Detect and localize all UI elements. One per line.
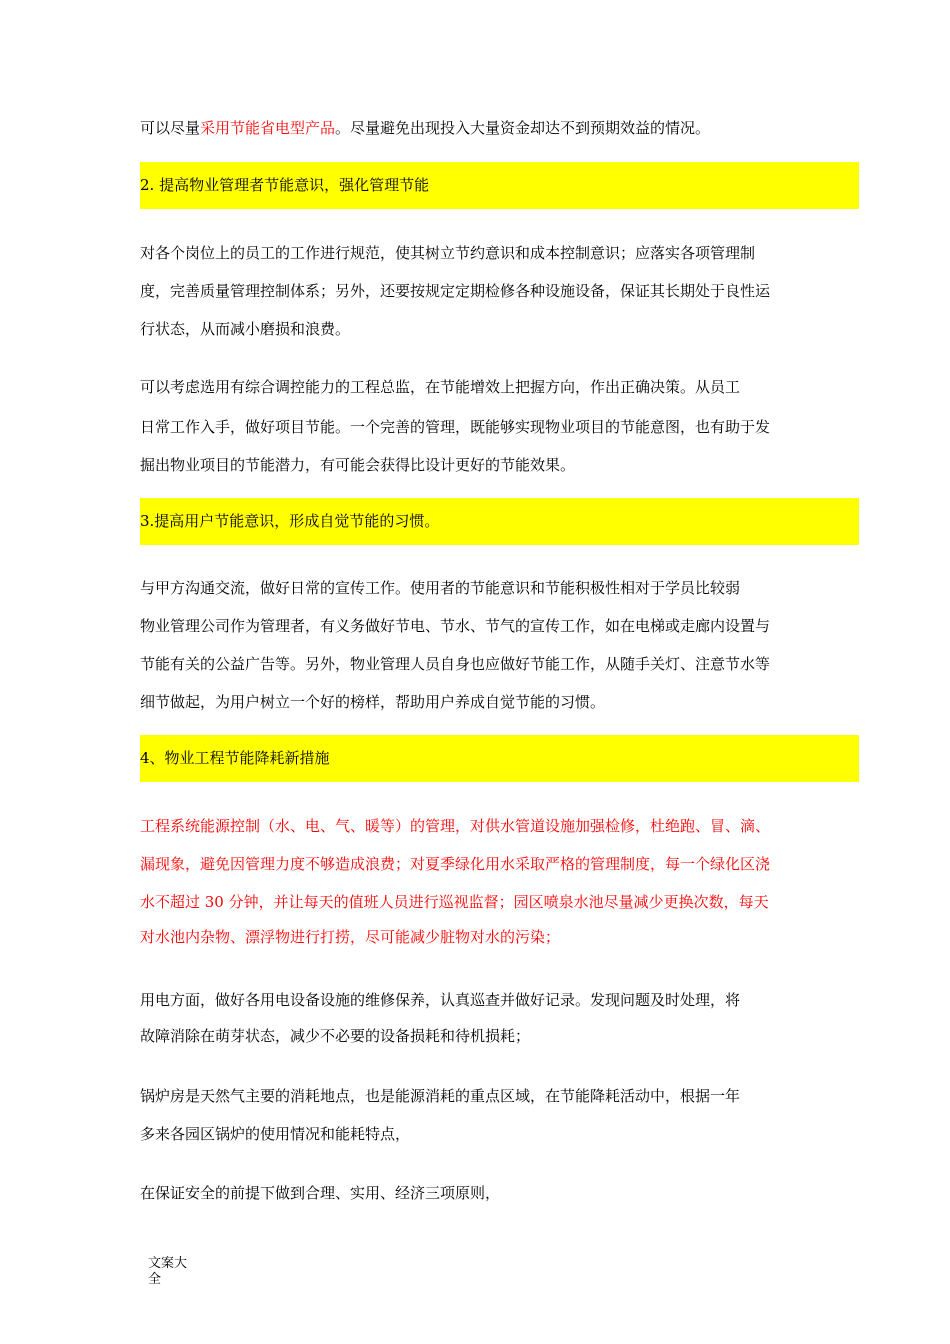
para2-2-line-3: 掘出物业项目的节能潜力，有可能会获得比设计更好的节能效果。 <box>140 456 576 474</box>
para4-red-line-1: 工程系统能源控制（水、电、气、暖等）的管理，对供水管道设施加强检修，杜绝跑、冒、滴、 <box>140 817 771 835</box>
intro-line <box>140 118 864 138</box>
intro-text-after: 。尽量避免出现投入大量资金却达不到预期效益的情况。 <box>335 119 711 137</box>
footer-label: 文案大全 <box>148 1256 188 1287</box>
para4-2-line-1: 用电方面，做好各用电设备设施的维修保养，认真巡查并做好记录。发现问题及时处理，将 <box>140 991 741 1009</box>
para4-red-line-2: 漏现象，避免因管理力度不够造成浪费；对夏季绿化用水采取严格的管理制度，每一个绿化区浇 <box>140 855 771 873</box>
para4-2-line-2: 故障消除在萌芽状态，减少不必要的设备损耗和待机损耗； <box>140 1027 531 1045</box>
para3-line-1: 与甲方沟通交流，做好日常的宣传工作。使用者的节能意识和节能积极性相对于学员比较弱 <box>140 579 741 597</box>
para4-red-line-3: 水不超过 30 分钟，并让每天的值班人员进行巡视监督；园区喷泉水池尽量减少更换次数，每天 <box>140 893 769 911</box>
section-heading-4-text: 4、物业工程节能降耗新措施 <box>140 749 330 767</box>
para2-2-line-2: 日常工作入手，做好项目节能。一个完善的管理，既能够实现物业项目的节能意图，也有助于发 <box>140 418 771 436</box>
section-heading-2 <box>140 162 859 209</box>
para2-1-line-2: 度，完善质量管理控制体系；另外，还要按规定定期检修各种设施设备，保证其长期处于良性运 <box>140 282 771 300</box>
para4-red-line-4: 对水池内杂物、漂浮物进行打捞，尽可能减少脏物对水的污染； <box>140 928 561 946</box>
para3-line-4: 细节做起，为用户树立一个好的榜样，帮助用户养成自觉节能的习惯。 <box>140 693 606 711</box>
section-heading-4 <box>140 735 859 782</box>
section-heading-3-text: 3.提高用户节能意识，形成自觉节能的习惯。 <box>140 512 440 530</box>
intro-text-before: 可以尽量 <box>140 119 201 137</box>
para2-2-line-1: 可以考虑选用有综合调控能力的工程总监，在节能增效上把握方向，作出正确决策。从员工 <box>140 378 741 396</box>
para4-3-line-1: 锅炉房是天然气主要的消耗地点，也是能源消耗的重点区域，在节能降耗活动中，根据一年 <box>140 1087 741 1105</box>
para4-4-line-1: 在保证安全的前提下做到合理、实用、经济三项原则， <box>140 1184 501 1202</box>
para2-1-line-1: 对各个岗位上的员工的工作进行规范，使其树立节约意识和成本控制意识；应落实各项管理制 <box>140 244 756 262</box>
intro-red-phrase: 采用节能省电型产品 <box>200 119 336 137</box>
para2-1-line-3: 行状态，从而减小磨损和浪费。 <box>140 320 351 338</box>
para4-3-line-2: 多来各园区锅炉的使用情况和能耗特点， <box>140 1125 411 1143</box>
section-heading-3 <box>140 498 859 545</box>
para3-line-3: 节能有关的公益广告等。另外，物业管理人员自身也应做好节能工作，从随手关灯、注意节水等 <box>140 655 771 673</box>
section-heading-2-text: 2. 提高物业管理者节能意识，强化管理节能 <box>140 176 430 194</box>
para3-line-2: 物业管理公司作为管理者，有义务做好节电、节水、节气的宣传工作，如在电梯或走廊内设置与 <box>140 617 771 635</box>
